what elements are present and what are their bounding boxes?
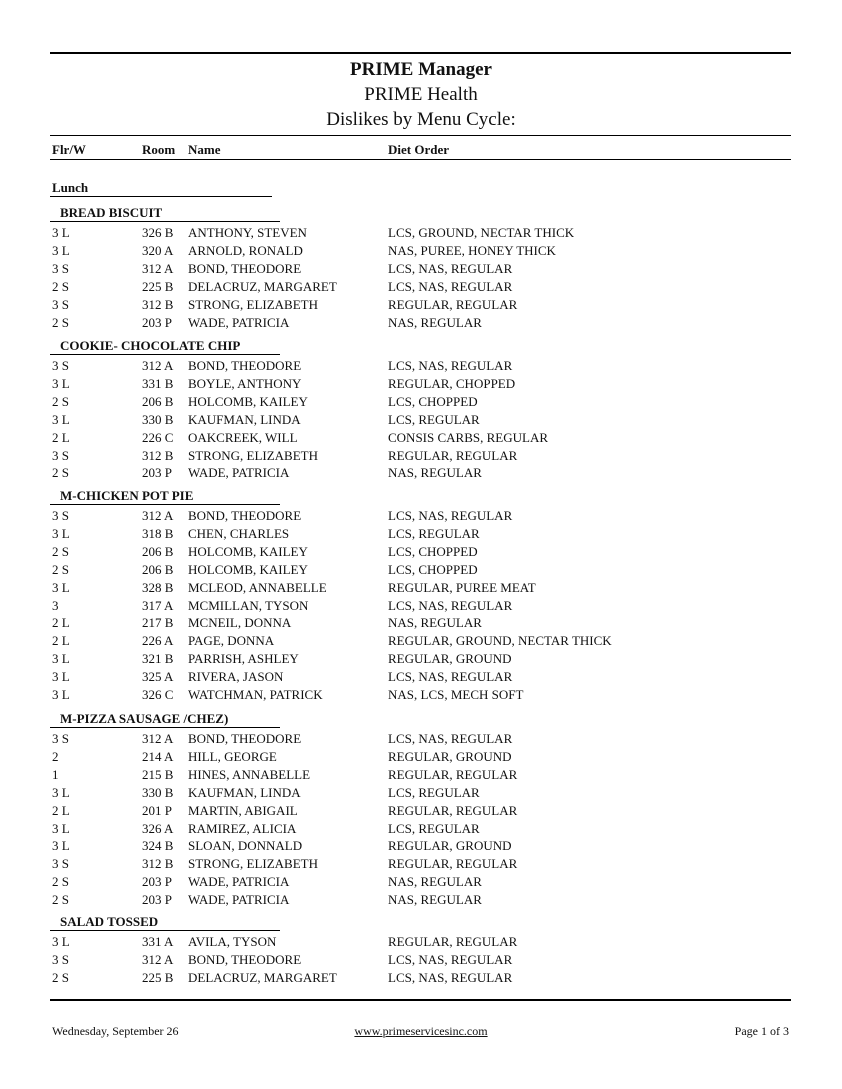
resident-name: WADE, PATRICIA [188,465,290,481]
footer-website-wrap [0,1024,842,1039]
room-number: 312 A [142,951,174,967]
room-number: 215 B [142,766,174,782]
resident-name: PAGE, DONNA [188,633,275,649]
floor-wing: 3 S [52,731,69,746]
floor-wing: 3 L [52,375,70,391]
diet-order: REGULAR, GROUND [388,838,512,854]
room-number: 330 B [142,411,174,427]
resident-name: MCMILLAN, TYSON [188,597,309,613]
report-title: PRIME Manager [350,59,492,80]
room-number: 326 A [142,820,174,836]
floor-wing: 3 L [52,651,70,667]
diet-order: LCS, CHOPPED [388,393,478,409]
resident-name: HOLCOMB, KAILEY [188,393,308,409]
diet-order: LCS, NAS, REGULAR [388,669,513,685]
floor-wing: 3 L [52,242,70,258]
diet-order: LCS, REGULAR [388,525,480,541]
menu-item-title: M-PIZZA SAUSAGE /CHEZ) [60,711,229,726]
floor-wing: 3 S [52,260,69,276]
menu-item-underline [50,221,280,222]
resident-name: WADE, PATRICIA [188,892,290,908]
menu-item-title: SALAD TOSSED [60,914,159,929]
resident-row [50,243,791,261]
resident-name: KAUFMAN, LINDA [188,784,301,800]
resident-row [50,803,791,821]
room-number: 201 P [142,802,172,818]
resident-name: BOND, THEODORE [188,951,302,967]
resident-row [50,952,791,970]
diet-order: REGULAR, GROUND [388,748,512,764]
diet-order: LCS, REGULAR [388,784,480,800]
bottom-rule [50,999,791,1001]
resident-name: STRONG, ELIZABETH [188,296,318,312]
floor-wing: 3 L [52,838,70,854]
floor-wing: 3 S [52,856,69,872]
floor-wing: 3 L [52,579,70,595]
resident-row [50,465,791,483]
resident-name: MCLEOD, ANNABELLE [188,579,327,595]
menu-item-group [50,205,791,332]
floor-wing: 3 L [52,525,70,541]
menu-item-title: BREAD BISCUIT [60,205,163,220]
resident-row [50,838,791,856]
room-number: 225 B [142,278,174,294]
room-number: 206 B [142,393,174,409]
diet-order: REGULAR, REGULAR [388,934,518,949]
resident-row [50,412,791,430]
resident-name: RIVERA, JASON [188,669,284,685]
diet-order: NAS, LCS, MECH SOFT [388,687,524,702]
resident-row [50,297,791,315]
menu-item-underline [50,930,280,931]
resident-name: MARTIN, ABIGAIL [188,802,298,818]
footer-page-number: Page 1 of 3 [734,1024,789,1038]
col-header-room: Room [142,142,176,157]
floor-wing: 3 L [52,687,70,702]
floor-wing: 3 [52,597,59,613]
facility-name: PRIME Health [364,84,478,105]
menu-item-group [50,488,791,705]
room-number: 203 P [142,465,172,481]
resident-row [50,821,791,839]
menu-item-title: M-CHICKEN POT PIE [60,488,194,503]
col-header-diet: Diet Order [388,142,450,157]
room-number: 317 A [142,597,174,613]
room-number: 226 A [142,633,174,649]
diet-order: NAS, PUREE, HONEY THICK [388,242,556,258]
resident-row [50,394,791,412]
diet-order: LCS, NAS, REGULAR [388,278,513,294]
menu-item-title: COOKIE- CHOCOLATE CHIP [60,338,241,353]
diet-order: REGULAR, GROUND, NECTAR THICK [388,633,612,649]
floor-wing: 3 L [52,784,70,800]
resident-row [50,615,791,633]
room-number: 320 A [142,242,174,258]
resident-name: BOND, THEODORE [188,508,302,523]
room-number: 312 A [142,358,174,373]
resident-name: KAUFMAN, LINDA [188,411,301,427]
resident-name: WADE, PATRICIA [188,874,290,890]
diet-order: NAS, REGULAR [388,465,482,481]
diet-order: LCS, CHOPPED [388,561,478,577]
floor-wing: 2 S [52,874,69,890]
floor-wing: 2 S [52,393,69,409]
floor-wing: 2 S [52,561,69,577]
floor-wing: 2 L [52,802,70,818]
header-bottom-rule [50,159,791,160]
resident-row [50,598,791,616]
room-number: 331 B [142,375,174,391]
diet-order: LCS, NAS, REGULAR [388,260,513,276]
room-number: 206 B [142,543,174,559]
resident-name: BOND, THEODORE [188,260,302,276]
resident-name: HOLCOMB, KAILEY [188,543,308,559]
room-number: 312 B [142,296,174,312]
room-number: 312 B [142,856,174,872]
header-top-rule [50,135,791,136]
report-name: Dislikes by Menu Cycle: [326,109,516,130]
resident-name: HINES, ANNABELLE [188,766,311,782]
resident-name: BOND, THEODORE [188,358,302,373]
diet-order: REGULAR, CHOPPED [388,375,516,391]
resident-row [50,785,791,803]
floor-wing: 2 S [52,892,69,908]
room-number: 312 A [142,508,174,523]
diet-order: LCS, NAS, REGULAR [388,508,513,523]
resident-row [50,749,791,767]
menu-item-group [50,711,791,910]
resident-name: STRONG, ELIZABETH [188,447,318,463]
resident-name: STRONG, ELIZABETH [188,856,318,872]
floor-wing: 3 S [52,508,69,523]
resident-name: HOLCOMB, KAILEY [188,561,308,577]
room-number: 312 B [142,447,174,463]
resident-row [50,544,791,562]
room-number: 325 A [142,669,174,685]
col-header-name: Name [188,142,221,157]
resident-row [50,892,791,910]
menu-item-underline [50,354,280,355]
room-number: 312 A [142,260,174,276]
floor-wing: 3 L [52,225,70,240]
diet-order: CONSIS CARBS, REGULAR [388,429,549,445]
resident-row [50,279,791,297]
menu-item-group [50,338,791,483]
diet-order: REGULAR, REGULAR [388,296,518,312]
resident-row [50,970,791,988]
resident-row [50,856,791,874]
menu-item-underline [50,504,280,505]
resident-row [50,225,791,243]
floor-wing: 2 L [52,615,70,631]
resident-name: HILL, GEORGE [188,748,277,764]
floor-wing: 2 S [52,278,69,294]
floor-wing: 2 L [52,633,70,649]
room-number: 214 A [142,748,174,764]
floor-wing: 3 S [52,296,69,312]
resident-name: PARRISH, ASHLEY [188,651,299,667]
resident-row [50,669,791,687]
diet-order: NAS, REGULAR [388,615,482,631]
resident-row [50,687,791,705]
diet-order: LCS, NAS, REGULAR [388,969,513,985]
resident-name: AVILA, TYSON [188,934,277,949]
resident-row [50,874,791,892]
resident-name: DELACRUZ, MARGARET [188,969,337,985]
room-number: 331 A [142,934,174,949]
room-number: 312 A [142,731,174,746]
floor-wing: 1 [52,766,59,782]
diet-order: LCS, NAS, REGULAR [388,951,513,967]
floor-wing: 3 L [52,411,70,427]
room-number: 226 C [142,429,174,445]
diet-order: NAS, REGULAR [388,892,482,908]
floor-wing: 3 L [52,934,70,949]
resident-name: DELACRUZ, MARGARET [188,278,337,294]
diet-order: LCS, NAS, REGULAR [388,358,513,373]
resident-row [50,767,791,785]
floor-wing: 3 S [52,358,69,373]
resident-row [50,562,791,580]
resident-name: SLOAN, DONNALD [188,838,303,854]
resident-name: ARNOLD, RONALD [188,242,303,258]
resident-row [50,731,791,749]
floor-wing: 3 L [52,820,70,836]
room-number: 203 P [142,314,172,330]
resident-name: BOYLE, ANTHONY [188,375,302,391]
resident-row [50,508,791,526]
resident-name: BOND, THEODORE [188,731,302,746]
room-number: 225 B [142,969,174,985]
diet-order: REGULAR, GROUND [388,651,512,667]
room-number: 321 B [142,651,174,667]
diet-order: LCS, CHOPPED [388,543,478,559]
floor-wing: 3 S [52,951,69,967]
floor-wing: 2 L [52,429,70,445]
diet-order: REGULAR, PUREE MEAT [388,579,536,595]
floor-wing: 3 L [52,669,70,685]
diet-order: NAS, REGULAR [388,314,482,330]
floor-wing: 2 S [52,314,69,330]
diet-order: LCS, GROUND, NECTAR THICK [388,225,575,240]
floor-wing: 2 [52,748,59,764]
room-number: 328 B [142,579,174,595]
resident-row [50,315,791,333]
resident-row [50,358,791,376]
resident-name: WADE, PATRICIA [188,314,290,330]
room-number: 324 B [142,838,174,854]
room-number: 206 B [142,561,174,577]
resident-name: OAKCREEK, WILL [188,429,298,445]
room-number: 326 C [142,687,174,702]
resident-row [50,261,791,279]
top-rule [50,52,791,54]
menu-item-group [50,914,791,988]
room-number: 203 P [142,892,172,908]
footer-website-link[interactable]: www.primeservicesinc.com [354,1024,488,1038]
floor-wing: 2 S [52,465,69,481]
resident-row [50,526,791,544]
diet-order: REGULAR, REGULAR [388,856,518,872]
floor-wing: 2 S [52,969,69,985]
resident-row [50,448,791,466]
room-number: 318 B [142,525,174,541]
resident-name: WATCHMAN, PATRICK [188,687,323,702]
floor-wing: 3 S [52,447,69,463]
resident-name: MCNEIL, DONNA [188,615,292,631]
diet-order: LCS, REGULAR [388,820,480,836]
footer-date: Wednesday, September 26 [52,1024,179,1038]
diet-order: LCS, NAS, REGULAR [388,597,513,613]
diet-order: NAS, REGULAR [388,874,482,890]
room-number: 203 P [142,874,172,890]
room-number: 217 B [142,615,174,631]
meal-underline [50,196,272,197]
resident-row [50,651,791,669]
diet-order: LCS, NAS, REGULAR [388,731,513,746]
diet-order: LCS, REGULAR [388,411,480,427]
floor-wing: 2 S [52,543,69,559]
resident-row [50,430,791,448]
diet-order: REGULAR, REGULAR [388,447,518,463]
resident-row [50,376,791,394]
diet-order: REGULAR, REGULAR [388,802,518,818]
meal-label: Lunch [52,180,89,195]
menu-item-underline [50,727,280,728]
room-number: 330 B [142,784,174,800]
resident-row [50,633,791,651]
resident-name: ANTHONY, STEVEN [188,225,307,240]
diet-order: REGULAR, REGULAR [388,766,518,782]
resident-row [50,934,791,952]
resident-row [50,580,791,598]
resident-name: CHEN, CHARLES [188,525,290,541]
room-number: 326 B [142,225,174,240]
resident-name: RAMIREZ, ALICIA [188,820,297,836]
col-header-flr: Flr/W [52,142,86,157]
